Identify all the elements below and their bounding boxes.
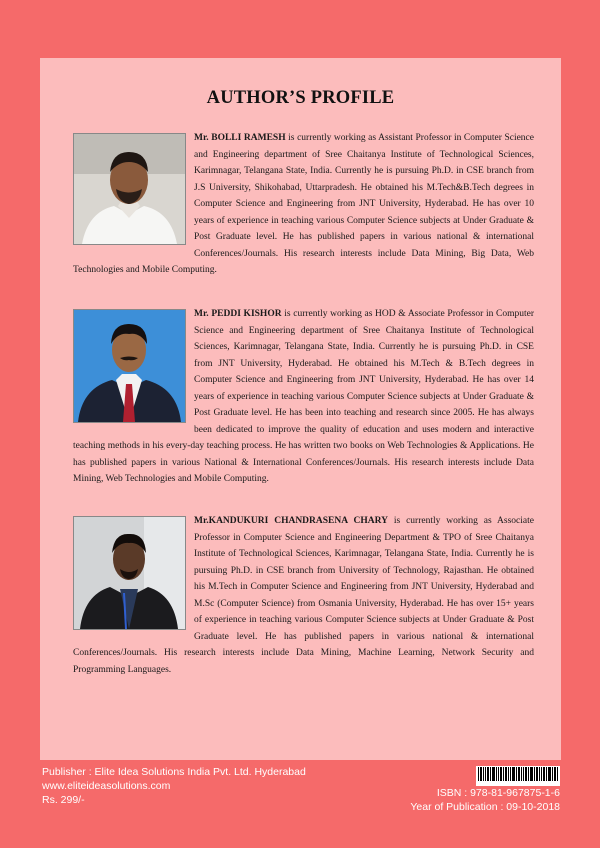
author-photo-3 bbox=[73, 516, 186, 630]
author-photo-1 bbox=[73, 133, 186, 245]
isbn-number: ISBN : 978-81-967875-1-6 bbox=[436, 787, 560, 799]
author-name-2: Mr. PEDDI KISHOR bbox=[194, 309, 282, 319]
author-profile-2 bbox=[73, 306, 534, 488]
author-profile-1 bbox=[73, 130, 534, 279]
content-panel bbox=[40, 58, 561, 760]
author-bio-1: is currently working as Assistant Professor in Computer Science and Engineering department of Sree Chaitanya Institute of Technological Sciences, Karimnagar, Telangana State, India. Currently he is pursuing Ph.D. in CSE branch from J.S University, Shikohabad, Uttarpradesh. He obtained his M.Tech&B.Tech degrees in Computer Science and Engineering from JNT University, Hyderabad. He has over 10 years of experience in teaching various Computer Science subjects at Under Graduate & Post Graduate level. He has published papers in various national & international Conferences/Journals. His research interests include Data Mining, Big Data, Web Technologies and Mobile Computing. bbox=[73, 133, 534, 276]
publication-year: Year of Publication : 09-10-2018 bbox=[410, 801, 560, 813]
author-name-1: Mr. BOLLI RAMESH bbox=[194, 133, 286, 143]
author-profile-3 bbox=[73, 513, 534, 678]
publisher-name: Publisher : Elite Idea Solutions India Pvt. Ltd. Hyderabad bbox=[42, 766, 306, 778]
isbn-barcode bbox=[476, 766, 560, 786]
author-name-3: Mr.KANDUKURI CHANDRASENA CHARY bbox=[194, 516, 388, 526]
page-title: AUTHOR’S PROFILE bbox=[206, 88, 395, 108]
author-bio-3: is currently working as Associate Professor in Computer Science and Engineering Department & TPO of Sree Chaitanya Institute of Technological Sciences, Karimnagar, Telangana State, India. Currently he is pursuing Ph.D. in CSE branch from University of Technology, Rajasthan. He obtained his M.Tech in Computer Science and Engineering from JNT University, Hyderabad and M.Sc (Computer Science) from Osmania University, Hyderabad. He has over 15+ years of experience in teaching various Computer Science subjects at Under Graduate & Post Graduate level. He has published papers in various national & international Conferences/Journals. His research interests include Data Mining, Machine Learning, Network Security and Programming Languages. bbox=[73, 516, 534, 675]
book-price: Rs. 299/- bbox=[42, 794, 85, 806]
author-bio-2: is currently working as HOD & Associate Professor in Computer Science and Engineering department of Sree Chaitanya Institute of Technological Sciences, Karimnagar, Telangana State, India. Currently he is pursuing Ph.D. in CSE from JNT University, Hyderabad. He obtained his M.Tech & B.Tech degrees in Computer Science and Engineering from JNT University, Hyderabad. He has over 14 years of experience in teaching various Computer Science subjects at Under Graduate & Post Graduate level. He has been into teaching and research since 2005. He has always been dedicated to improve the quality of education and uses modern and interactive teaching methods in his every-day teaching process. He has written two books on Web Technologies & Applications. He has published papers in various National & International Conferences/Journals. His research interests include Data Mining, Web Technologies and Mobile Computing. bbox=[73, 309, 534, 485]
isbn-info bbox=[410, 786, 560, 814]
publisher-website[interactable]: www.eliteideasolutions.com bbox=[42, 780, 171, 792]
publisher-info bbox=[42, 765, 306, 807]
author-photo-2 bbox=[73, 309, 186, 423]
